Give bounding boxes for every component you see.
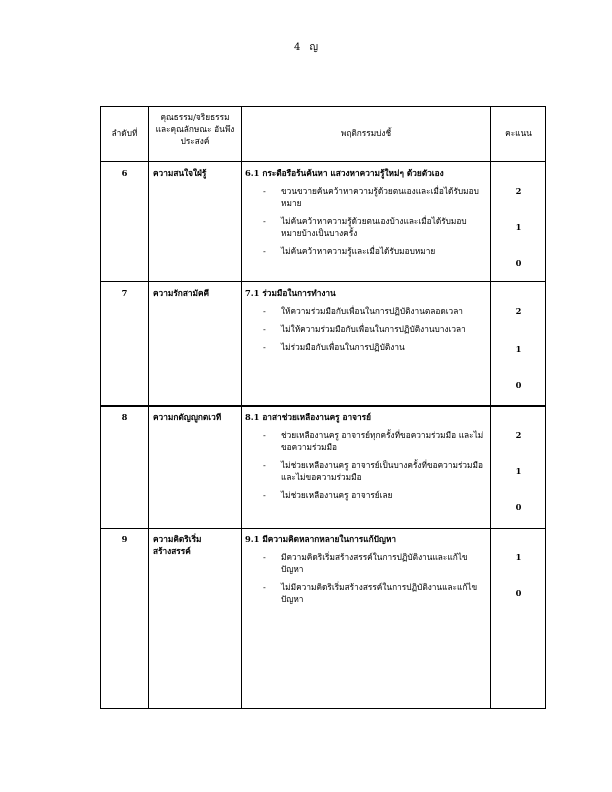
item-score: 0 [515, 502, 522, 512]
indicator-title: 9.1 มีความคิดหลากหลายในการแก้ปัญหา [245, 534, 397, 544]
row-number: 9 [121, 534, 128, 544]
row-trait: ความรักสามัคคี [153, 288, 210, 298]
item-score: 2 [515, 306, 522, 316]
page-suffix: ญ [309, 42, 319, 53]
header-order: ลำดับที่ [111, 128, 138, 138]
row-trait: ความคิดริเริ่มสร้างสรรค์ [153, 534, 202, 556]
row-divider [101, 161, 545, 162]
indicator-item: - ขวนขวายค้นคว้าหาความรู้ด้วยตนเองและเมื่อได้รับมอบหมาย [263, 186, 479, 208]
indicator-title: 7.1 ร่วมมือในการทำงาน [245, 288, 336, 298]
indicator-item: - ไม่ช่วยเหลืองานครู อาจารย์เลย [263, 490, 393, 500]
item-score: 2 [515, 430, 522, 440]
item-score: 1 [515, 552, 522, 562]
item-score: 0 [515, 588, 522, 598]
row-number: 7 [121, 288, 128, 298]
indicator-item: - ช่วยเหลืองานครู อาจารย์ทุกครั้งที่ขอความร่วมมือ และไม่ขอความร่วมมือ [263, 430, 484, 452]
row-number: 6 [121, 168, 128, 178]
indicator-title: 8.1 อาสาช่วยเหลืองานครู อาจารย์ [245, 412, 371, 422]
indicator-item: - ไม่ค้นคว้าหาความรู้และเมื่อได้รับมอบหมาย [263, 246, 436, 256]
column-divider [490, 107, 491, 708]
item-score: 1 [515, 344, 522, 354]
header-indicator: พฤติกรรมบ่งชี้ [340, 128, 392, 138]
row-indicators [245, 411, 485, 501]
item-score: 2 [515, 186, 522, 196]
row-trait: ความกตัญญูกตเวที [153, 412, 222, 422]
item-score: 1 [515, 466, 522, 476]
page-number: 4 [293, 42, 301, 53]
indicator-item: - ไม่ค้นคว้าหาความรู้ด้วยตนเองบ้างและเมื่อได้รับมอบหมายบ้างเป็นบางครั้ง [263, 216, 467, 238]
behavior-table [100, 106, 546, 709]
row-divider [101, 528, 545, 529]
page-header [0, 40, 612, 55]
row-number: 8 [121, 412, 128, 422]
row-indicators [245, 533, 485, 605]
header-score: คะแนน [505, 128, 532, 138]
column-divider [148, 107, 149, 708]
indicator-title: 6.1 กระตือรือร้นค้นหา แสวงหาความรู้ใหม่ๆ ด้วยตัวเอง [245, 168, 444, 178]
indicator-item: - ไม่ช่วยเหลืองานครู อาจารย์เป็นบางครั้งที่ขอความร่วมมือและไม่ขอความร่วมมือ [263, 460, 483, 482]
indicator-item: - ไม่มีความคิดริเริ่มสร้างสรรค์ในการปฏิบัติงานและแก้ไขปัญหา [263, 582, 478, 604]
item-score: 0 [515, 258, 522, 268]
column-divider [241, 107, 242, 708]
indicator-item: - ให้ความร่วมมือกับเพื่อนในการปฏิบัติงานตลอดเวลา [263, 306, 463, 316]
header-trait: คุณธรรม/จริยธรรม และคุณลักษณะ อันพึงประสงค์ [155, 112, 235, 146]
item-score: 0 [515, 380, 522, 390]
row-divider [101, 405, 545, 407]
row-indicators [245, 287, 485, 353]
indicator-item: - มีความคิดริเริ่มสร้างสรรค์ในการปฏิบัติงานและแก้ไขปัญหา [263, 552, 468, 574]
row-trait: ความสนใจใฝ่รู้ [153, 168, 207, 178]
row-divider [101, 281, 545, 282]
indicator-item: - ไม่ให้ความร่วมมือกับเพื่อนในการปฏิบัติงานบางเวลา [263, 324, 466, 334]
indicator-item: - ไม่ร่วมมือกับเพื่อนในการปฏิบัติงาน [263, 342, 405, 352]
item-score: 1 [515, 222, 522, 232]
row-indicators [245, 167, 485, 257]
